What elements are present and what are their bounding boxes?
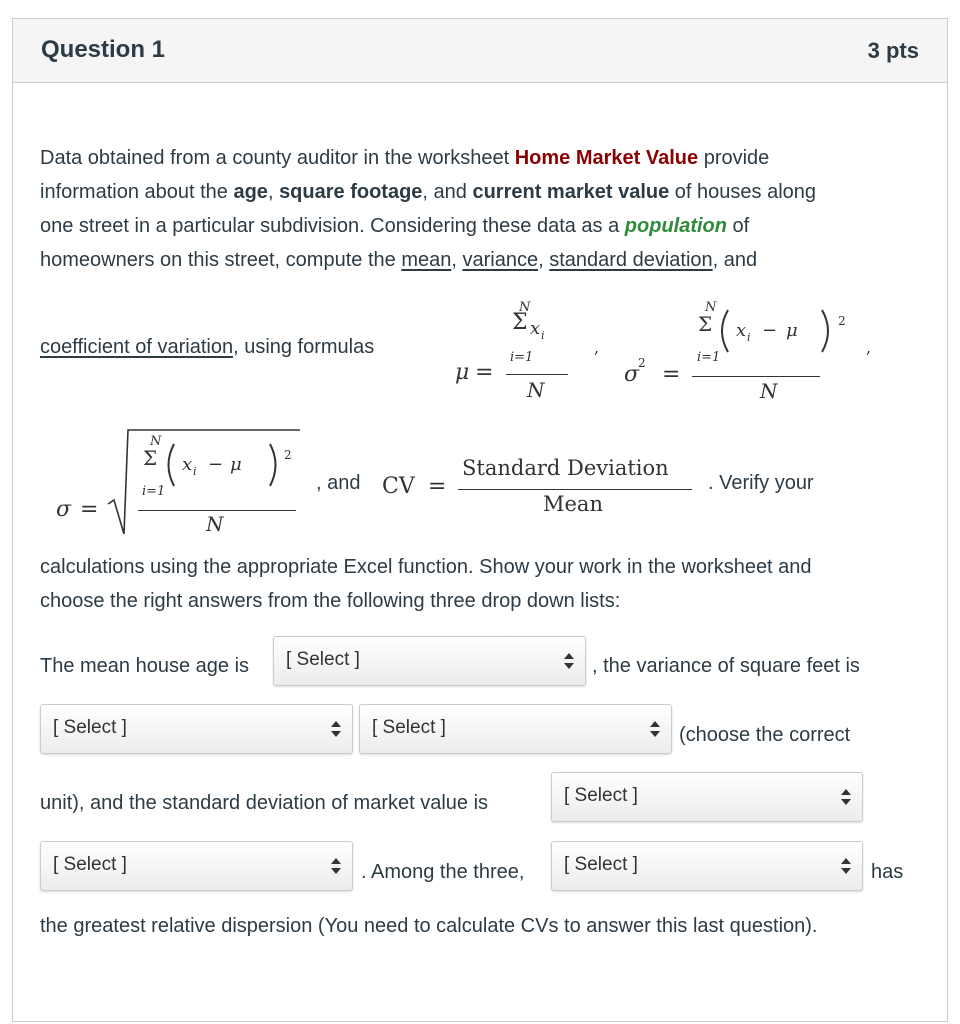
select-arrows-icon — [840, 785, 852, 809]
mean-age-label: The mean house age is — [40, 655, 250, 677]
worksheet-name: Home Market Value — [514, 147, 699, 169]
select-value: [ Select ] — [372, 717, 446, 738]
select-arrows-icon — [330, 717, 342, 741]
question-text-line-4: homeowners on this street, compute the mean, variance, standard deviation, and — [40, 249, 758, 271]
question-text-line-2: information about the age, square footage, and current market value of houses along — [40, 181, 817, 203]
and-label: , and — [316, 472, 361, 494]
question-points: 3 pts — [867, 38, 919, 63]
question-title: Question 1 — [41, 36, 166, 63]
question-header — [13, 19, 947, 83]
verify-label: . Verify your — [708, 472, 814, 494]
cv-term: coefficient of variation — [40, 336, 234, 358]
mean-term: mean — [401, 249, 452, 271]
variance-label: , the variance of square feet is — [592, 655, 860, 677]
question-text-line-5: coefficient of variation, using formulas — [40, 336, 375, 358]
question-text-line-7: calculations using the appropriate Excel function. Show your work in the worksheet and — [40, 556, 812, 578]
choose-unit-label: (choose the correct — [679, 724, 851, 746]
select-value: [ Select ] — [286, 649, 360, 670]
select-value: [ Select ] — [564, 854, 638, 875]
question-text-line-8: choose the right answers from the following three drop down lists: — [40, 590, 621, 612]
select-arrows-icon — [563, 649, 575, 673]
has-label: has — [871, 861, 904, 883]
mean-age-select[interactable] — [273, 636, 586, 686]
variance-unit-select[interactable] — [359, 704, 672, 754]
select-value: [ Select ] — [53, 854, 127, 875]
among-three-label: . Among the three, — [361, 861, 525, 883]
question-text-line-1: Data obtained from a county auditor in the worksheet Home Market Value provide — [40, 147, 770, 169]
question-text-line-3: one street in a particular subdivision. Considering these data as a population of — [40, 215, 750, 237]
greatest-dispersion-select[interactable] — [551, 841, 863, 891]
sd-term: standard deviation — [549, 249, 713, 271]
select-arrows-icon — [330, 854, 342, 878]
select-value: [ Select ] — [564, 785, 638, 806]
select-arrows-icon — [840, 854, 852, 878]
select-value: [ Select ] — [53, 717, 127, 738]
variance-term: variance — [462, 249, 539, 271]
sd-unit-select[interactable] — [40, 841, 353, 891]
sd-market-value-label: unit), and the standard deviation of market value is — [40, 792, 489, 814]
variance-value-select[interactable] — [40, 704, 353, 754]
sd-market-value-select[interactable] — [551, 772, 863, 822]
select-arrows-icon — [649, 717, 661, 741]
question-text-last-line: the greatest relative dispersion (You need to calculate CVs to answer this last question). — [40, 915, 818, 937]
